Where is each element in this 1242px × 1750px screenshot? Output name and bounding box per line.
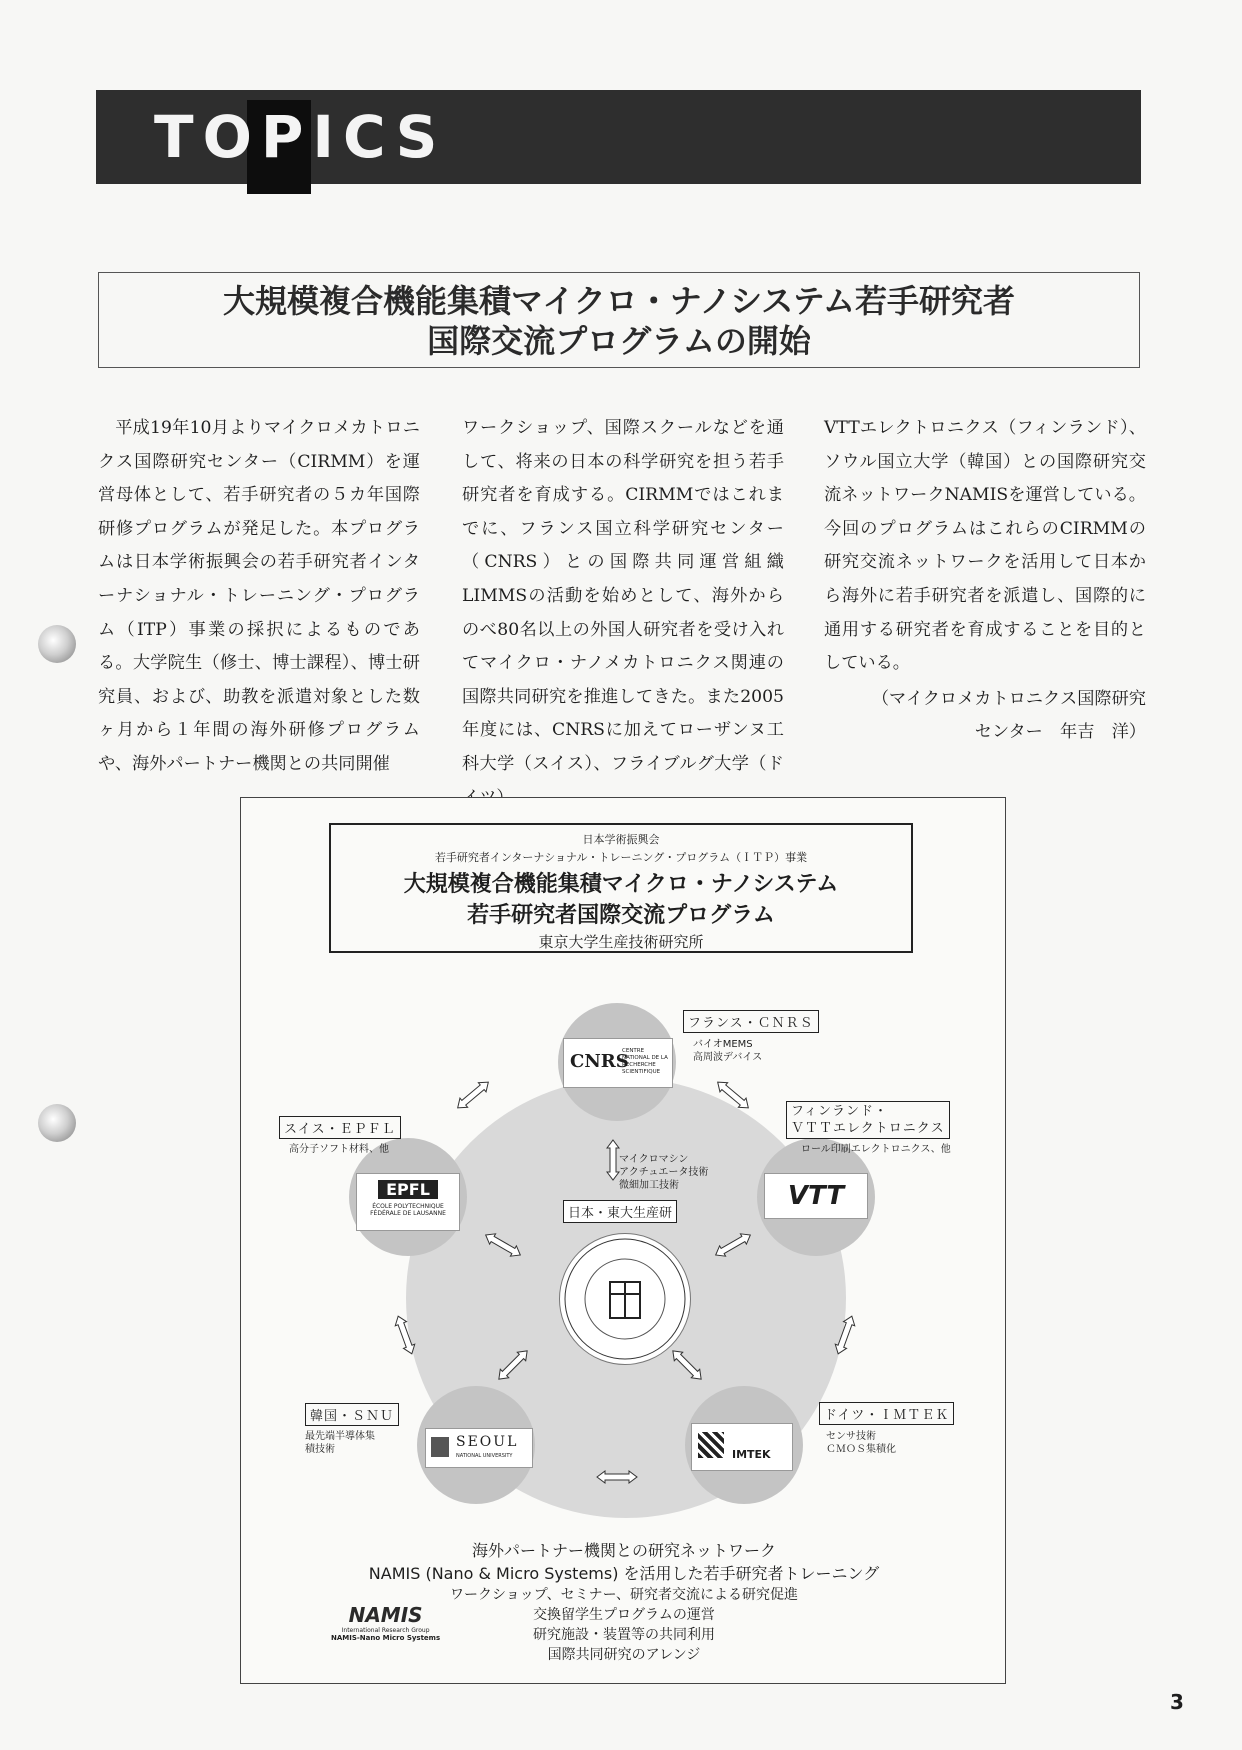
- footer-line2: NAMIS (Nano & Micro Systems) を活用した若手研究者トレーニング: [368, 1564, 880, 1583]
- epfl-label: スイス・ＥＰＦＬ: [279, 1116, 401, 1139]
- header-institute: 東京大学生産技術研究所: [538, 933, 704, 951]
- center-label: 日本・東大生産研: [563, 1200, 677, 1223]
- cnrs-logo: CNRS CENTRE NATIONAL DE LA RECHERCHE SCIENTIFIQUE: [563, 1038, 673, 1088]
- column-1-text: 平成19年10月よりマイクロメカトロニクス国際研究センター（CIRMM）を運営母体として、若手研究者の５カ年国際研修プログラムが発足した。本プログラムは日本学術振興会の若手研究者インターナショナル・トレーニング・プログラム（ITP）事業の採択によるものである。大学院生（修士、博士課程）、博士研究員、および、助教を派遣対象とした数ヶ月から１年間の海外研修プログラムや、海外パートナー機関との共同開催: [98, 418, 420, 774]
- footer-line6: 国際共同研究のアレンジ: [547, 1647, 701, 1663]
- punch-hole-2: [38, 1104, 76, 1142]
- header-org: 日本学術振興会: [582, 833, 660, 846]
- snu-label: 韓国・ＳＮＵ: [305, 1403, 399, 1426]
- footer-line5: 研究施設・装置等の共同利用: [533, 1627, 715, 1643]
- center-topics: マイクロマシン アクチュエータ技術 微細加工技術: [619, 1154, 709, 1191]
- diagram-footer: [241, 1538, 1007, 1664]
- column-3-text: VTTエレクトロニクス（フィンランド）、ソウル国立大学（韓国）との国際研究交流ネットワークNAMISを運営している。今回のプログラムはこれらのCIRMMの研究交流ネットワークを活用して日本から海外に若手研究者を派遣し、国際的に通用する研究者を育成することを目的としている。: [824, 418, 1146, 674]
- imtek-topics: センサ技術 ＣＭＯＳ集積化: [826, 1431, 896, 1455]
- article-title-line1: 大規模複合機能集積マイクロ・ナノシステム若手研究者: [222, 282, 1015, 320]
- arrow-snu-imtek: [595, 1470, 639, 1484]
- article-title-line2: 国際交流プログラムの開始: [427, 322, 811, 360]
- vtt-logo: VTT: [764, 1173, 868, 1219]
- epfl-topics: 高分子ソフト材料、他: [289, 1144, 389, 1155]
- header-program: 若手研究者インターナショナル・トレーニング・プログラム（ＩＴＰ）事業: [434, 851, 808, 864]
- article-column-3: [824, 412, 1146, 750]
- column-2-text: ワークショップ、国際スクールなどを通して、将来の日本の科学研究を担う若手研究者を育成する。CIRMMではこれまでに、フランス国立科学研究センター（CNRS）との国際共同運営組織LIMMSの活動を始めとして、海外からのべ80名以上の外国人研究者を受け入れてマイクロ・ナノメカトロニクス関連の国際共同研究を推進してきた。また2005年度には、CNRSに加えてローザンヌ工科大学（スイス）、フライブルグ大学（ド: [462, 418, 784, 774]
- snu-logo: SEOUL NATIONAL UNIVERSITY: [425, 1428, 533, 1468]
- header-title-1: 大規模複合機能集積マイクロ・ナノシステム: [403, 872, 839, 897]
- article-title-box: [98, 272, 1140, 368]
- diagram-header: [329, 823, 913, 953]
- article-column-1: [98, 412, 420, 782]
- article-column-2: [462, 412, 784, 815]
- arrow-cnrs-center: [606, 1138, 620, 1182]
- page-number: 3: [1170, 1690, 1184, 1714]
- cnrs-label: フランス・ＣＮＲＳ: [683, 1010, 819, 1033]
- epfl-logo: EPFL ÉCOLE POLYTECHNIQUE FÉDÉRALE DE LAUSANNE: [356, 1173, 460, 1231]
- footer-line1: 海外パートナー機関との研究ネットワーク: [471, 1541, 776, 1560]
- signature-line1: （マイクロメカトロニクス国際研究: [871, 688, 1146, 709]
- banner-title: [154, 100, 446, 174]
- footer-line4: 交換留学生プログラムの運営: [533, 1607, 715, 1623]
- imtek-logo: IMTEK: [691, 1423, 793, 1471]
- vtt-label: フィンランド・ ＶＴＴエレクトロニクス: [786, 1101, 950, 1139]
- signature-line2: センター 年吉 洋）: [974, 722, 1146, 743]
- program-diagram: [240, 797, 1006, 1684]
- imtek-mark-icon: [698, 1432, 724, 1458]
- iis-seal-icon: [559, 1233, 691, 1365]
- cnrs-topics: バイオMEMS 高周波デバイス: [693, 1039, 763, 1063]
- header-title-2: 若手研究者国際交流プログラム: [467, 903, 775, 928]
- topics-banner: [96, 90, 1141, 184]
- imtek-label: ドイツ・ＩＭＴＥＫ: [819, 1402, 954, 1425]
- snu-topics: 最先端半導体集 積技術: [305, 1431, 375, 1455]
- snu-emblem-icon: [431, 1437, 449, 1457]
- arrow-epfl-cnrs: [452, 1075, 495, 1114]
- namis-logo: NAMIS International Research Group NAMIS-Nano Micro Systems: [331, 1603, 441, 1642]
- punch-hole-1: [38, 625, 76, 663]
- banner-text: TOPICS: [154, 103, 447, 171]
- footer-line3: ワークショップ、セミナー、研究者交流による研究促進: [449, 1587, 799, 1603]
- vtt-topics: ロール印刷エレクトロニクス、他: [801, 1144, 951, 1155]
